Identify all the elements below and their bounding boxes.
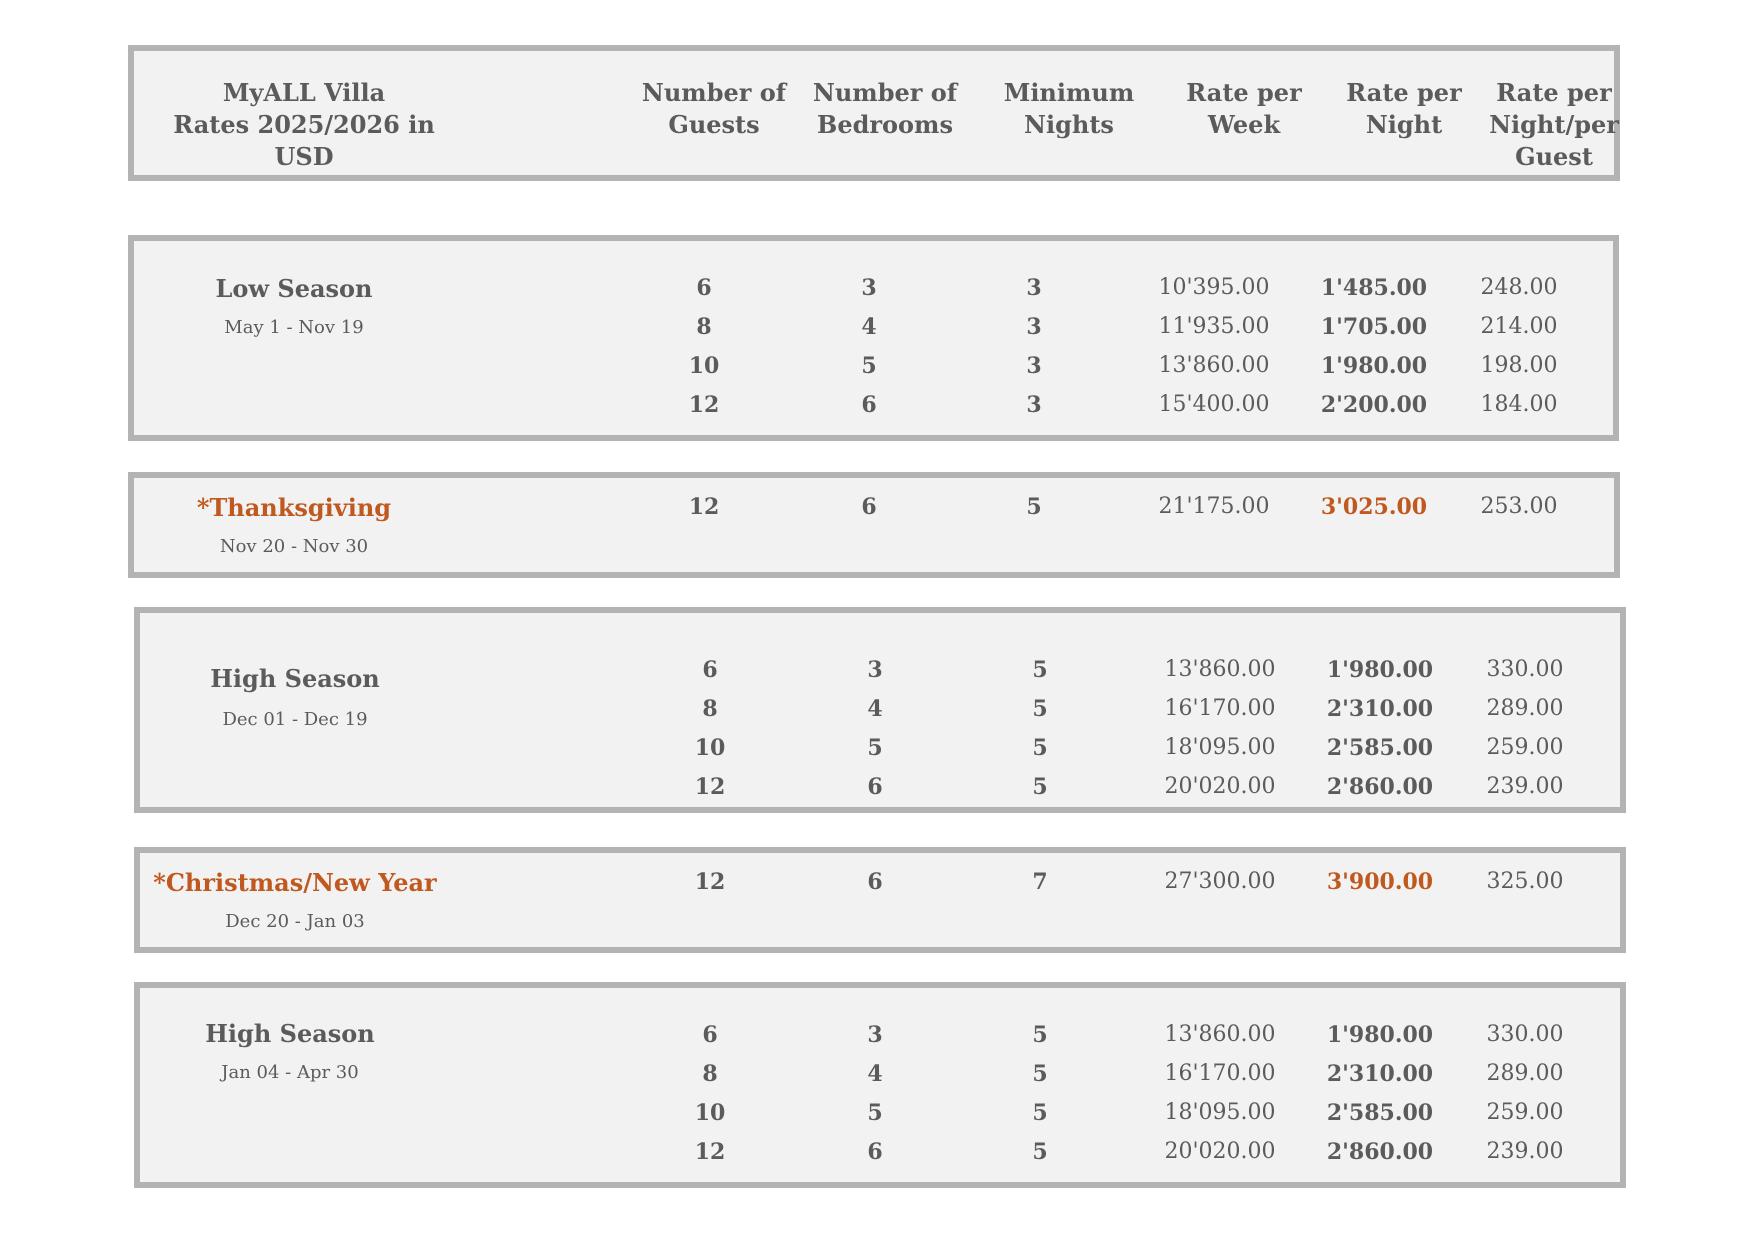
col-header-bedrooms-line1: Number of [812,78,958,107]
cell-rate-night: 1'980.00 [1326,657,1434,683]
col-header-rate-night-line1: Rate per [1346,78,1462,107]
col-header-rate-night-line2: Night [1365,110,1443,139]
cell-rate-guest: 259.00 [1486,1100,1564,1125]
cell-min-nights: 5 [1032,774,1048,800]
season-name: High Season [210,664,380,693]
cell-bedrooms: 5 [867,1100,883,1126]
col-header-guests-line2: Guests [668,110,760,139]
season-dates: Dec 01 - Dec 19 [222,709,368,730]
cell-rate-week: 18'095.00 [1164,735,1276,760]
cell-bedrooms: 6 [867,1139,883,1165]
cell-rate-week: 10'395.00 [1158,275,1270,300]
cell-bedrooms: 3 [861,275,877,301]
season-name: *Christmas/New Year [153,868,437,897]
season-block [134,607,1626,813]
cell-rate-night: 1'705.00 [1320,314,1428,340]
cell-rate-guest: 325.00 [1486,869,1564,894]
cell-rate-guest: 259.00 [1486,735,1564,760]
cell-rate-week: 16'170.00 [1164,1061,1276,1086]
cell-rate-week: 20'020.00 [1164,1139,1276,1164]
cell-guests: 6 [702,657,718,683]
cell-rate-night: 2'860.00 [1326,1139,1434,1165]
cell-rate-night: 3'025.00 [1320,494,1428,520]
cell-bedrooms: 5 [861,353,877,379]
season-block [134,847,1626,953]
col-header-min-nights-line2: Nights [1024,110,1114,139]
season-dates: Nov 20 - Nov 30 [219,536,369,557]
table-title [144,77,464,173]
table-title-line1: MyALL Villa [222,78,386,107]
cell-rate-guest: 214.00 [1480,314,1558,339]
cell-rate-night: 1'980.00 [1326,1022,1434,1048]
season-dates: Dec 20 - Jan 03 [225,911,365,932]
cell-rate-week: 15'400.00 [1158,392,1270,417]
cell-rate-guest: 253.00 [1480,494,1558,519]
col-header-rate-week-line1: Rate per [1186,78,1302,107]
cell-bedrooms: 6 [867,774,883,800]
cell-rate-guest: 330.00 [1486,657,1564,682]
cell-rate-guest: 289.00 [1486,696,1564,721]
cell-guests: 12 [694,1139,726,1165]
cell-rate-night: 2'310.00 [1326,1061,1434,1087]
cell-bedrooms: 6 [861,392,877,418]
cell-guests: 12 [694,774,726,800]
season-block [128,472,1620,578]
cell-bedrooms: 6 [867,869,883,895]
table-title-line2: Rates 2025/2026 in USD [173,110,435,171]
cell-min-nights: 5 [1032,1100,1048,1126]
cell-rate-guest: 239.00 [1486,774,1564,799]
cell-rate-night: 3'900.00 [1326,869,1434,895]
cell-guests: 12 [688,392,720,418]
col-header-rate-guest-line2: Night/per [1489,110,1619,139]
cell-min-nights: 5 [1032,1022,1048,1048]
cell-guests: 10 [688,353,720,379]
cell-bedrooms: 3 [867,1022,883,1048]
col-header-rate-week [1174,77,1314,141]
cell-min-nights: 3 [1026,353,1042,379]
col-header-min-nights [989,77,1149,141]
col-header-rate-guest [1486,77,1622,173]
cell-min-nights: 5 [1032,735,1048,761]
cell-min-nights: 5 [1026,494,1042,520]
cell-bedrooms: 5 [867,735,883,761]
col-header-rate-guest-line1: Rate per [1496,78,1612,107]
cell-guests: 8 [696,314,712,340]
cell-guests: 12 [694,869,726,895]
cell-guests: 8 [702,696,718,722]
cell-rate-guest: 198.00 [1480,353,1558,378]
cell-rate-night: 2'200.00 [1320,392,1428,418]
col-header-rate-night [1334,77,1474,141]
cell-guests: 6 [696,275,712,301]
cell-rate-night: 2'860.00 [1326,774,1434,800]
cell-bedrooms: 4 [867,1061,883,1087]
cell-rate-night: 1'980.00 [1320,353,1428,379]
season-block [134,982,1626,1188]
cell-rate-week: 20'020.00 [1164,774,1276,799]
cell-rate-week: 16'170.00 [1164,696,1276,721]
season-block [128,235,1619,441]
cell-rate-guest: 289.00 [1486,1061,1564,1086]
cell-rate-week: 11'935.00 [1158,314,1270,339]
cell-bedrooms: 4 [867,696,883,722]
col-header-guests-line1: Number of [641,78,787,107]
cell-guests: 12 [688,494,720,520]
cell-rate-night: 2'310.00 [1326,696,1434,722]
season-name: Low Season [215,274,373,303]
cell-min-nights: 7 [1032,869,1048,895]
cell-min-nights: 5 [1032,1061,1048,1087]
cell-min-nights: 5 [1032,696,1048,722]
col-header-rate-guest-line3: Guest [1515,142,1593,171]
cell-min-nights: 5 [1032,657,1048,683]
cell-rate-week: 18'095.00 [1164,1100,1276,1125]
cell-bedrooms: 4 [861,314,877,340]
season-name: High Season [205,1019,375,1048]
cell-rate-night: 2'585.00 [1326,1100,1434,1126]
cell-guests: 10 [694,735,726,761]
cell-rate-week: 27'300.00 [1164,869,1276,894]
col-header-rate-week-line2: Week [1207,110,1281,139]
season-dates: Jan 04 - Apr 30 [221,1062,359,1083]
season-name: *Thanksgiving [196,493,392,522]
cell-rate-week: 21'175.00 [1158,494,1270,519]
cell-bedrooms: 6 [861,494,877,520]
cell-rate-guest: 184.00 [1480,392,1558,417]
cell-guests: 8 [702,1061,718,1087]
col-header-bedrooms [800,77,970,141]
col-header-min-nights-line1: Minimum [1003,78,1135,107]
col-header-guests [634,77,794,141]
cell-min-nights: 5 [1032,1139,1048,1165]
cell-rate-week: 13'860.00 [1164,657,1276,682]
season-dates: May 1 - Nov 19 [224,317,364,338]
cell-bedrooms: 3 [867,657,883,683]
cell-rate-week: 13'860.00 [1164,1022,1276,1047]
cell-min-nights: 3 [1026,314,1042,340]
cell-rate-guest: 330.00 [1486,1022,1564,1047]
rates-header [128,45,1620,181]
cell-guests: 10 [694,1100,726,1126]
cell-min-nights: 3 [1026,392,1042,418]
cell-rate-guest: 239.00 [1486,1139,1564,1164]
cell-rate-guest: 248.00 [1480,275,1558,300]
cell-min-nights: 3 [1026,275,1042,301]
cell-rate-night: 2'585.00 [1326,735,1434,761]
col-header-bedrooms-line2: Bedrooms [817,110,953,139]
cell-rate-week: 13'860.00 [1158,353,1270,378]
cell-guests: 6 [702,1022,718,1048]
cell-rate-night: 1'485.00 [1320,275,1428,301]
